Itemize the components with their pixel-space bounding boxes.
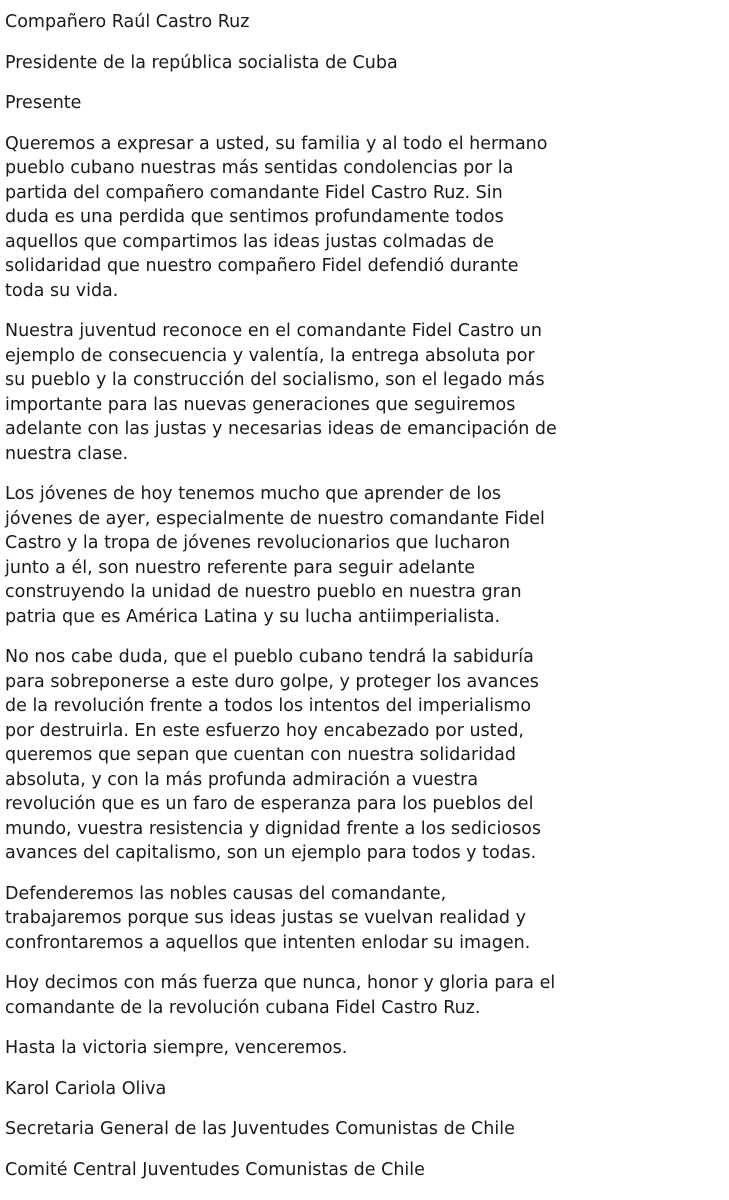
paragraph-line: su pueblo y la construcción del socialismo, son el legado más (5, 370, 545, 390)
paragraph-youth-recognition (5, 319, 729, 466)
paragraph-line: aquellos que compartimos las ideas justas colmadas de (5, 231, 494, 252)
paragraph-line: por destruirla. En este esfuerzo hoy encabezado por usted, (5, 720, 524, 741)
top-spacer (5, 0, 729, 10)
paragraph-line: construyendo la unidad de nuestro pueblo en nuestra gran (5, 582, 522, 602)
paragraph-line: patria que es América Latina y su lucha antiimperialista. (5, 606, 501, 627)
paragraph-line: Castro y la tropa de jóvenes revolucionarios que lucharon (5, 533, 511, 553)
paragraph-condolences (5, 132, 729, 304)
paragraph-line: de la revolución frente a todos los intentos del imperialismo (5, 696, 532, 716)
signer-organization: Comité Central Juventudes Comunistas de Chile (5, 1159, 425, 1180)
presente-line: Presente (5, 93, 82, 113)
paragraph-line: revolución que es un faro de esperanza para los pueblos del (5, 794, 534, 814)
paragraph-line: Nuestra juventud reconoce en el comandante Fidel Castro un (5, 321, 542, 341)
paragraph-line: duda es una perdida que sentimos profundamente todos (5, 207, 504, 227)
paragraph-line: para sobreponerse a este duro golpe, y proteger los avances (5, 671, 539, 692)
paragraph-youth-today (5, 482, 729, 629)
paragraph-line: Los jóvenes de hoy tenemos mucho que aprender de los (5, 484, 502, 504)
paragraph-line: pueblo cubano nuestras más sentidas condolencias por la (5, 158, 514, 178)
signer-position: Secretaria General de las Juventudes Comunistas de Chile (5, 1119, 515, 1139)
paragraph-honor (5, 971, 729, 1020)
paragraph-line: absoluta, y con la más profunda admiración a vuestra (5, 769, 479, 790)
paragraph-line: importante para las nuevas generaciones que seguiremos (5, 394, 516, 415)
paragraph-line: Defenderemos las nobles causas del comandante, (5, 883, 447, 904)
paragraph-line: toda su vida. (5, 280, 119, 301)
signer-name: Karol Cariola Oliva (5, 1078, 167, 1099)
paragraph-line: partida del compañero comandante Fidel Castro Ruz. Sin (5, 182, 503, 203)
paragraph-line: comandante de la revolución cubana Fidel Castro Ruz. (5, 997, 481, 1018)
paragraph-line: Queremos a expresar a usted, su familia y al todo el hermano (5, 133, 548, 154)
paragraph-line: No nos cabe duda, que el pueblo cubano tendrá la sabiduría (5, 647, 534, 667)
paragraph-line: nuestra clase. (5, 443, 129, 464)
paragraph-line: junto a él, son nuestro referente para seguir adelante (5, 557, 475, 578)
paragraph-line: queremos que sepan que cuentan con nuestra solidaridad (5, 745, 516, 765)
paragraph-line: Hoy decimos con más fuerza que nunca, honor y gloria para el (5, 973, 556, 993)
recipient-line: Compañero Raúl Castro Ruz (5, 12, 250, 32)
paragraph-line: jóvenes de ayer, especialmente de nuestro comandante Fidel (5, 508, 545, 529)
farewell-line: Hasta la victoria siempre, venceremos. (5, 1038, 348, 1058)
paragraph-line: solidaridad que nuestro compañero Fidel defendió durante (5, 256, 519, 276)
paragraph-solidarity (5, 645, 729, 866)
paragraph-line: mundo, vuestra resistencia y dignidad frente a los sediciosos (5, 818, 542, 839)
paragraph-line: ejemplo de consecuencia y valentía, la entrega absoluta por (5, 345, 535, 366)
paragraph-defend (5, 882, 729, 956)
paragraph-line: avances del capitalismo, son un ejemplo para todos y todas. (5, 843, 537, 863)
paragraph-line: trabajaremos porque sus ideas justas se vuelvan realidad y (5, 908, 526, 928)
paragraph-line: confrontaremos a aquellos que intenten enlodar su imagen. (5, 932, 531, 953)
recipient-title-line: Presidente de la república socialista de Cuba (5, 52, 398, 73)
paragraph-line: adelante con las justas y necesarias ideas de emancipación de (5, 419, 557, 439)
